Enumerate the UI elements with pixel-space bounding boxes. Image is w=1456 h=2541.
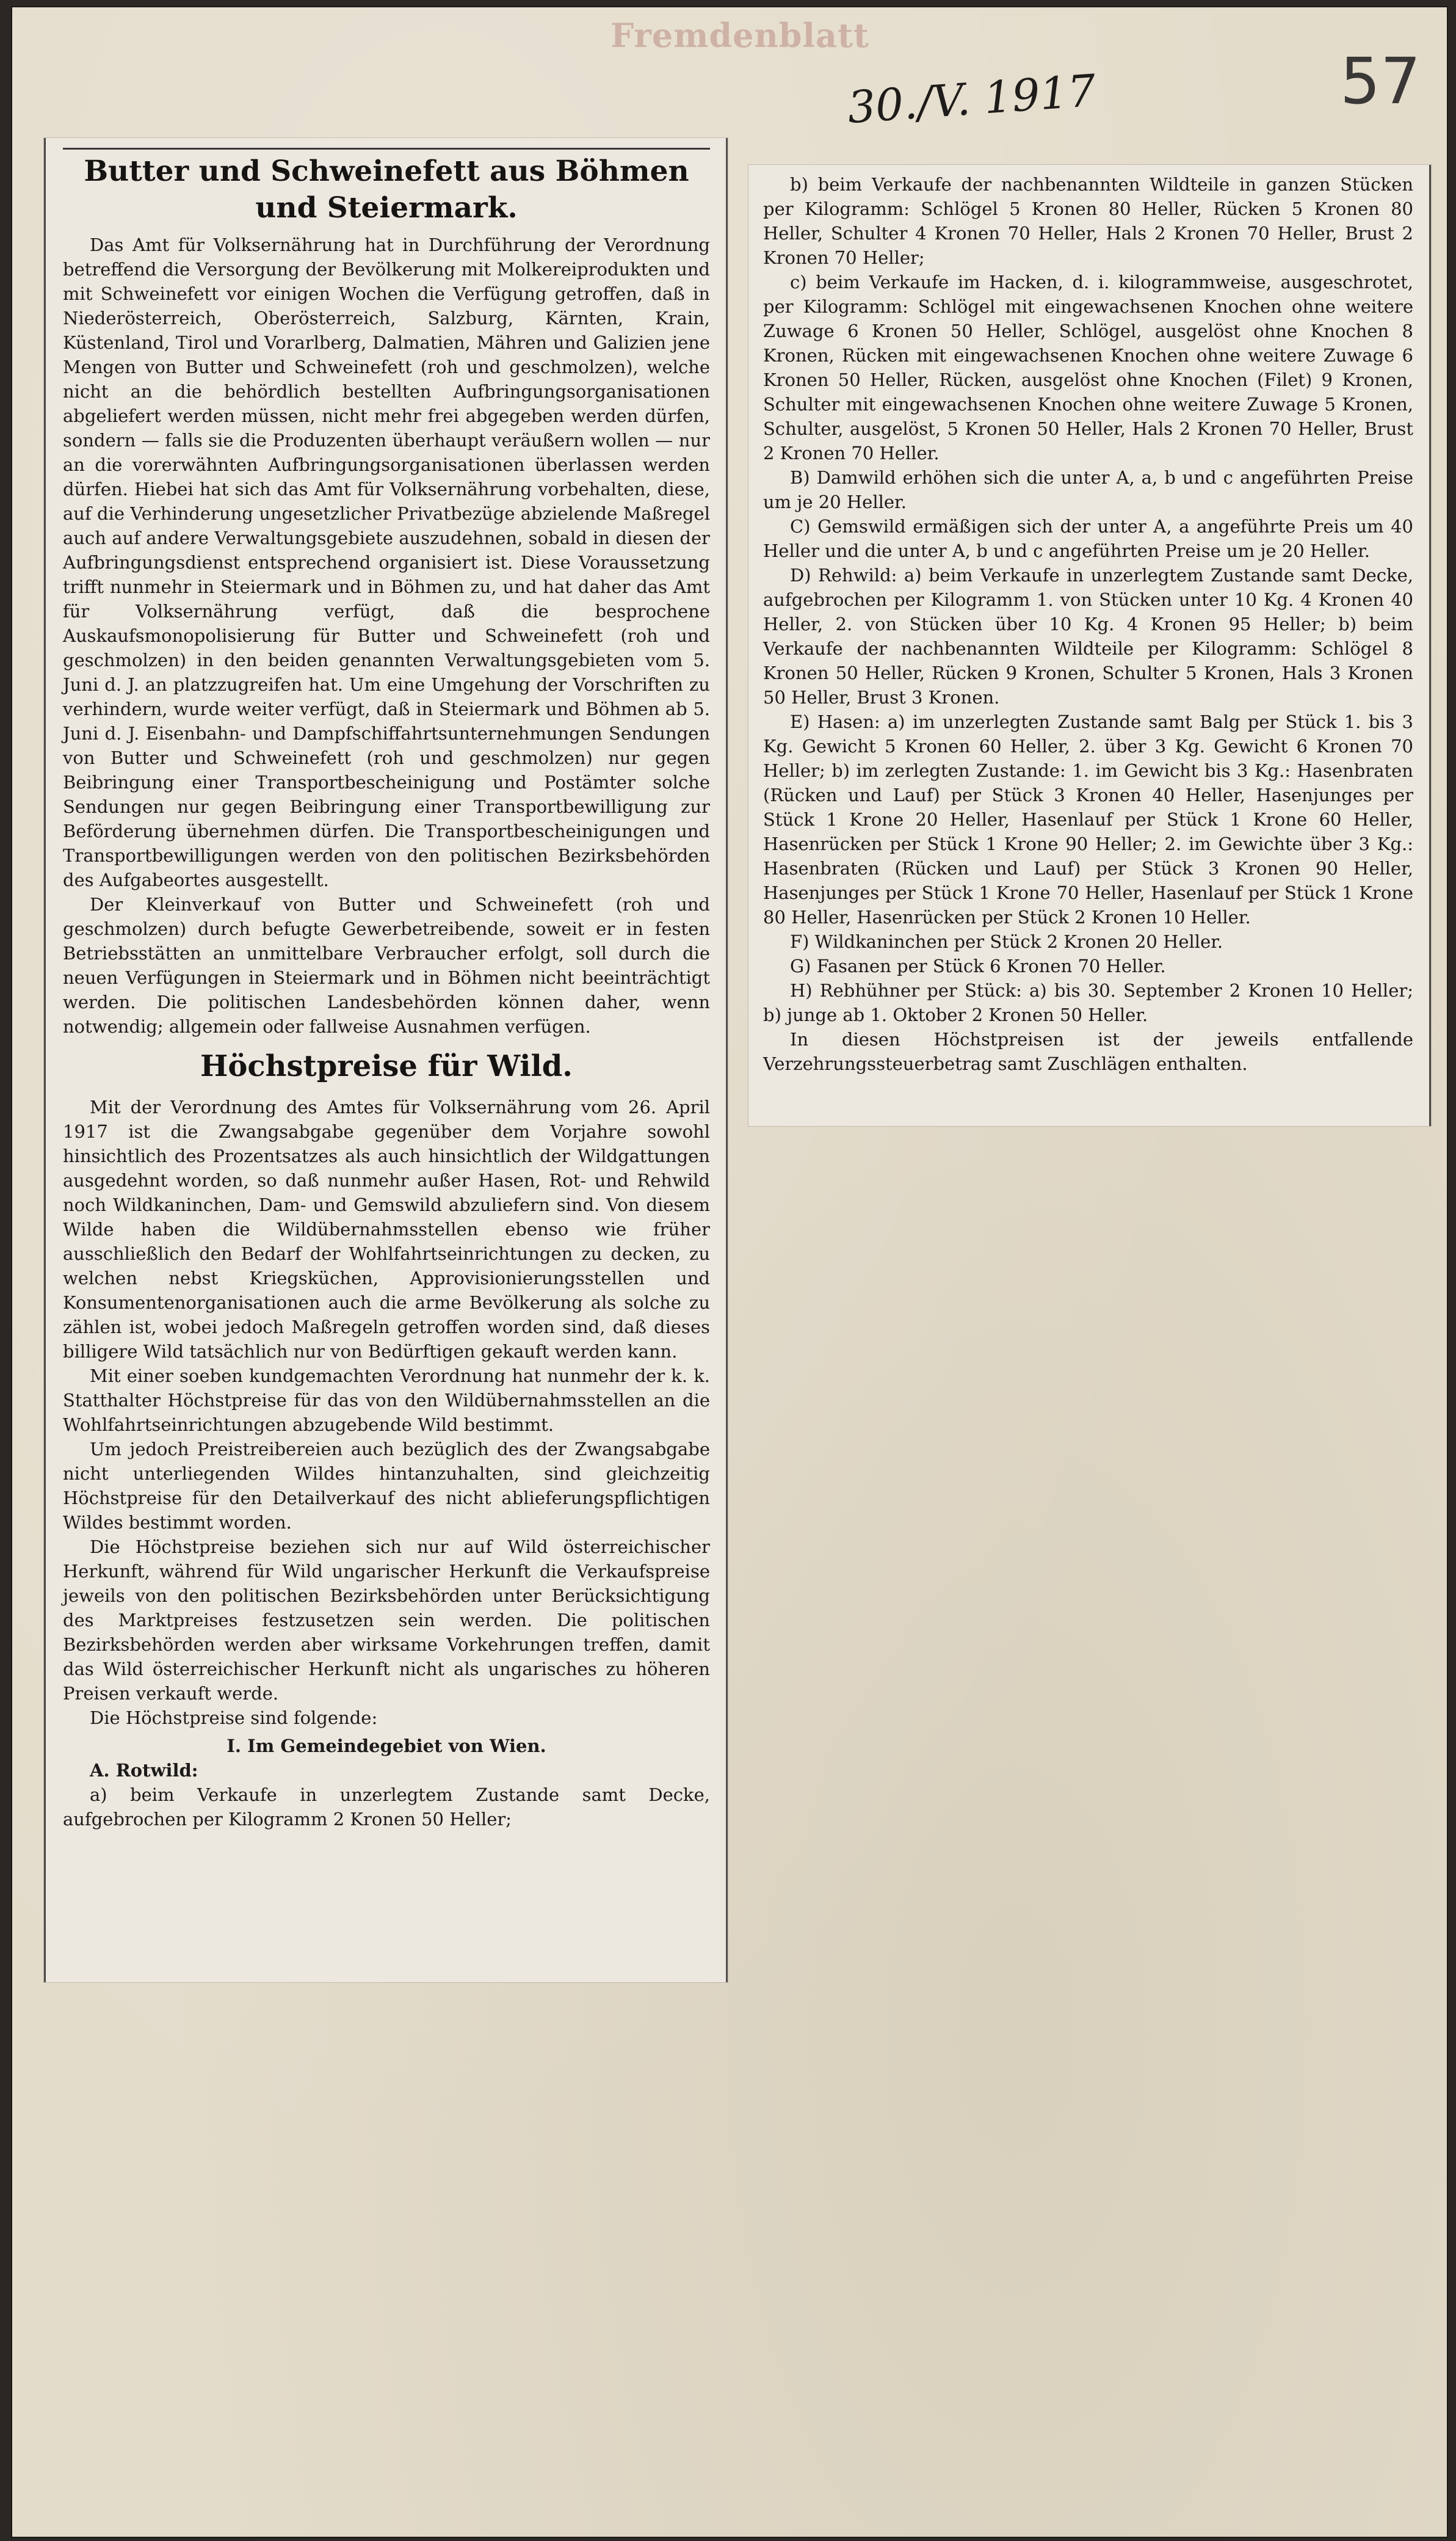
price-item: D) Rehwild: a) beim Verkaufe in unzerlegtem Zustande samt Decke, aufgebrochen per Kilogramm 1. von Stücken unter 10 Kg. 4 Kronen 40 Heller, 2. von Stücken über 10 Kg. 4 Kronen 95 Heller; b) beim Verkaufe der nachbenannten Wildteile per Kilogramm: Schlögel 8 Kronen 50 Heller, Rücken 9 Kronen, Schulter 5 Kronen, Hals 3 Kronen 50 Heller, Brust 3 Kronen. [763,565,1413,708]
article-paragraph: Der Kleinverkauf von Butter und Schweinefett (roh und geschmolzen) durch befugte Gewerbetreibende, soweit er in festen Betriebsstätten an unmittelbare Verbraucher erfolgt, soll durch die neuen Verfügungen in Steiermark und in Böhmen nicht beeinträchtigt werden. Die politischen Landesbehörden können daher, wenn notwendig; allgemein oder fallweise Ausnahmen verfügen. [63,894,710,1037]
article-headline-wild: Höchstpreise für Wild. [200,1049,573,1083]
closing-note: In diesen Höchstpreisen ist der jeweils entfallende Verzehrungssteuerbetrag samt Zuschlägen enthalten. [763,1029,1413,1074]
price-item: b) beim Verkaufe der nachbenannten Wildteile in ganzen Stücken per Kilogramm: Schlögel 5 Kronen 80 Heller, Rücken 5 Kronen 80 Heller, Schulter 4 Kronen 70 Heller, Hals 2 Kronen 70 Heller, Brust 2 Kronen 70 Heller; [763,174,1413,268]
article-headline-butter: Butter und Schweinefett aus Böhmen und Steiermark. [63,148,710,227]
subsection-heading: A. Rotwild: [90,1760,198,1781]
price-item: F) Wildkaninchen per Stück 2 Kronen 20 Heller. [790,931,1223,952]
price-item: E) Hasen: a) im unzerlegten Zustande samt Balg per Stück 1. bis 3 Kg. Gewicht 5 Kronen 60 Heller, 2. über 3 Kg. Gewicht 6 Kronen 70 Heller; b) im zerlegten Zustande: 1. im Gewicht bis 3 Kg.: Hasenbraten (Rücken und Lauf) per Stück 3 Kronen 40 Heller, Hasenjunges per Stück 1 Krone 20 Heller, Hasenlauf per Stück 1 Krone 60 Heller, Hasenrücken per Stück 1 Krone 90 Heller; 2. im Gewichte über 3 Kg.: Hasenbraten (Rücken und Lauf) per Stück 3 Kronen 90 Heller, Hasenjunges per Stück 1 Krone 70 Heller, Hasenlauf per Stück 1 Krone 80 Heller, Hasenrücken per Stück 2 Kronen 10 Heller. [763,711,1413,928]
handwritten-date: 30./V. 1917 [846,64,1098,134]
clipping-left-column [44,138,728,1982]
article-paragraph: Mit einer soeben kundgemachten Verordnung hat nunmehr der k. k. Statthalter Höchstpreise für das von den Wildübernahmsstellen an die Wohlfahrtseinrichtungen abzugebende Wild bestimmt. [63,1365,710,1435]
price-item: B) Damwild erhöhen sich die unter A, a, b und c angeführten Preise um je 20 Heller. [763,467,1413,512]
article-paragraph: Die Höchstpreise sind folgende: [90,1707,378,1728]
price-item: a) beim Verkaufe in unzerlegtem Zustande samt Decke, aufgebrochen per Kilogramm 2 Kronen 50 Heller; [63,1784,710,1830]
article-paragraph: Die Höchstpreise beziehen sich nur auf Wild österreichischer Herkunft, während für Wild ungarischer Herkunft die Verkaufspreise jeweils von den politischen Bezirksbehörden unter Berücksichtigung des Marktpreises festzusetzen sein werden. Die politischen Bezirksbehörden werden aber wirksame Vorkehrungen treffen, damit das Wild österreichischer Herkunft nicht als ungarisches zu höheren Preisen verkauft werde. [63,1536,710,1704]
handwritten-page-number: 57 [1340,44,1421,118]
price-item: c) beim Verkaufe im Hacken, d. i. kilogrammweise, ausgeschrotet, per Kilogramm: Schlögel mit eingewachsenen Knochen ohne weitere Zuwage 6 Kronen 50 Heller, Schlögel, ausgelöst ohne Knochen 8 Kronen, Rücken mit eingewachsenen Knochen ohne weitere Zuwage 6 Kronen 50 Heller, Rücken, ausgelöst ohne Knochen (Filet) 9 Kronen, Schulter mit eingewachsenen Knochen ohne weitere Zuwage 5 Kronen, Schulter, ausgelöst, 5 Kronen 50 Heller, Hals 2 Kronen 70 Heller, Brust 2 Kronen 70 Heller. [763,272,1413,463]
article-paragraph: Das Amt für Volksernährung hat in Durchführung der Verordnung betreffend die Versorgung der Bevölkerung mit Molkereiprodukten und mit Schweinefett vor einigen Wochen die Verfügung getroffen, daß in Niederösterreich, Oberösterreich, Salzburg, Kärnten, Krain, Küstenland, Tirol und Vorarlberg, Dalmatien, Mähren und Galizien jene Mengen von Butter und Schweinefett (roh und geschmolzen), welche nicht an die behördlich bestellten Aufbringungsorganisationen abgeliefert werden müssen, nicht mehr frei abgegeben werden dürfen, sondern — falls sie die Produzenten überhaupt veräußern wollen — nur an die vorerwähnten Aufbringungsorganisationen überlassen werden dürfen. Hiebei hat sich das Amt für Volksernährung vorbehalten, diese, auf die Verhinderung ungesetzlicher Privatbezüge abzielende Maßregel auch auf andere Verwaltungsgebiete auszudehnen, sobald in diesen der Aufbringungsdienst entsprechend organisiert ist. Diese Voraussetzung trifft nunmehr in Steiermark und in Böhmen zu, und hat daher das Amt für Volksernährung verfügt, daß die besprochene Auskaufsmonopolisierung für Butter und Schweinefett (roh und geschmolzen) in den beiden genannten Verwaltungsgebieten vom 5. Juni d. J. an platzzugreifen hat. Um eine Umgehung der Vorschriften zu verhindern, wurde weiter verfügt, daß in Steiermark und Böhmen ab 5. Juni d. J. Eisenbahn- und Dampfschiffahrtsunternehmungen Sendungen von Butter und Schweinefett (roh und geschmolzen) nur gegen Beibringung einer Transportbescheinigung und Postämter solche Sendungen nur gegen Beibringung einer Transportbewilligung zur Beförderung übernehmen dürfen. Die Transportbescheinigungen und Transportbewilligungen werden von den politischen Bezirksbehörden des Aufgabeortes ausgestellt. [63,234,710,890]
article-paragraph: Um jedoch Preistreibereien auch bezüglich des der Zwangsabgabe nicht unterliegenden Wildes hintanzuhalten, sind gleichzeitig Höchstpreise für den Detailverkauf des nicht ablieferungspflichtigen Wildes bestimmt worden. [63,1439,710,1533]
section-heading: I. Im Gemeindegebiet von Wien. [226,1736,546,1756]
price-item: H) Rebhühner per Stück: a) bis 30. September 2 Kronen 10 Heller; b) junge ab 1. Oktober 2 Kronen 50 Heller. [763,980,1413,1025]
price-item: G) Fasanen per Stück 6 Kronen 70 Heller. [790,956,1166,976]
clipping-right-column [748,165,1431,1126]
article-paragraph: Mit der Verordnung des Amtes für Volksernährung vom 26. April 1917 ist die Zwangsabgabe gegenüber dem Vorjahre sowohl hinsichtlich des Prozentsatzes als auch hinsichtlich der Wildgattungen ausgedehnt worden, so daß nunmehr außer Hasen, Rot- und Rehwild noch Wildkaninchen, Dam- und Gemswild abzuliefern sind. Von diesem Wilde haben die Wildübernahmsstellen ebenso wie früher ausschließlich den Bedarf der Wohlfahrtseinrichtungen zu decken, zu welchen nebst Kriegsküchen, Approvisionierungsstellen und Konsumentenorganisationen auch die arme Bevölkerung als solche zu zählen ist, wobei jedoch Maßregeln getroffen worden sind, daß dieses billigere Wild tatsächlich nur von Bedürftigen gekauft werden kann. [63,1097,710,1362]
newspaper-masthead: Fremdenblatt [610,16,869,55]
archive-sheet [11,6,1448,2538]
price-item: C) Gemswild ermäßigen sich der unter A, a angeführte Preis um 40 Heller und die unter A, b und c angeführten Preise um je 20 Heller. [763,516,1413,561]
